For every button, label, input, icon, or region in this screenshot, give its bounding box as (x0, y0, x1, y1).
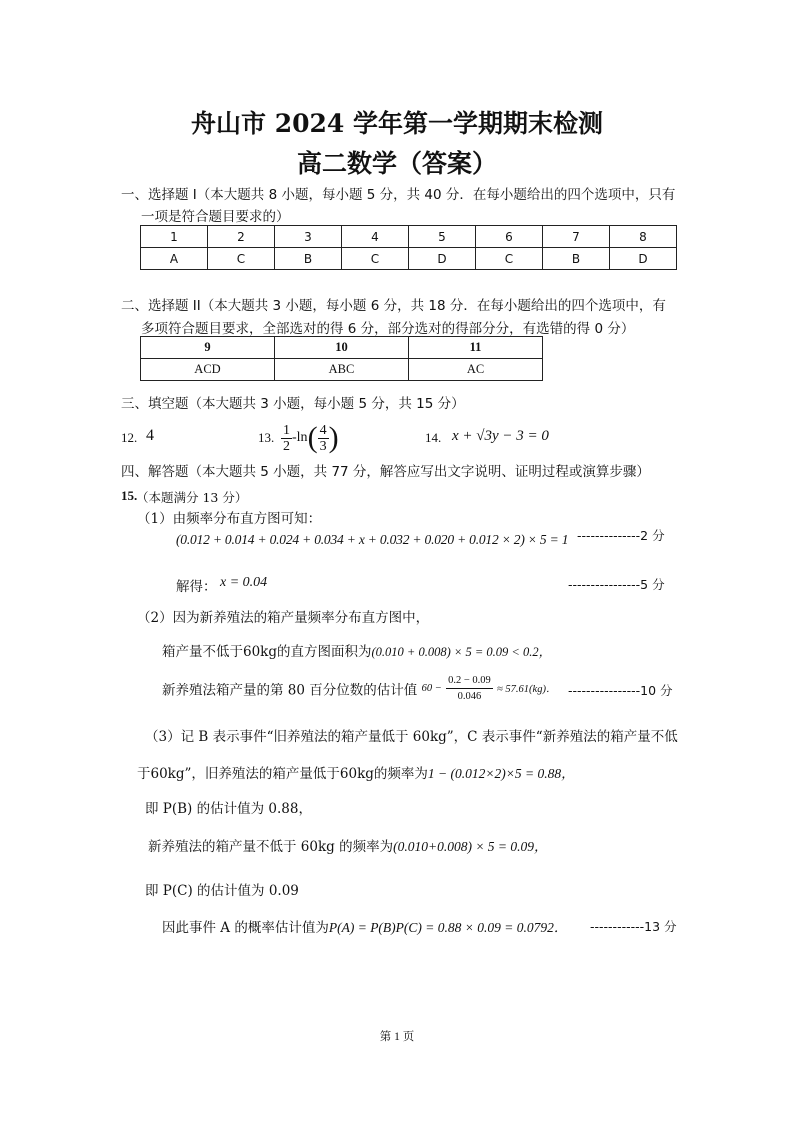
q13-answer: $\frac{1}{2}$ -ln( $\frac{4}{3}$ ) (283, 421, 339, 454)
document-subtitle: 高二数学（答案） (296, 149, 497, 178)
document-title: 舟山市 2024 学年第一学期期末检测 (191, 109, 603, 138)
section1-heading-line2: 一项是符合题目要求的） (141, 209, 290, 225)
percentile-fraction: $\frac{0.2 - 0.09}{0.046}$ (448, 675, 491, 702)
q13-fraction-inner: $\frac{4}{3}$ (319, 422, 327, 454)
answer-cell: D (409, 248, 476, 270)
question-number: 5 (409, 226, 476, 248)
table-row (141, 248, 677, 270)
score-13: ------------13 分 (590, 919, 677, 934)
answer-cell: C (208, 248, 275, 270)
part3-line4: 新养殖法的箱产量不低于 60kg 的频率为(0.010+0.008) × 5 = 0.09， (148, 839, 548, 855)
part1-intro: （1）由频率分布直方图可知： (137, 511, 322, 527)
table-row (141, 226, 677, 248)
section1-answer-table (140, 225, 677, 270)
table-row (141, 337, 543, 359)
page-number: 第 1 页 (379, 1031, 415, 1043)
q13-fraction-half: $\frac{1}{2}$ (283, 422, 290, 454)
question-number: 7 (543, 226, 610, 248)
question-number: 10 (275, 337, 409, 359)
score-10: ----------------10 分 (568, 683, 673, 698)
question-number: 3 (275, 226, 342, 248)
part3-line3: 即 P(B) 的估计值为 0.88， (145, 801, 312, 817)
section2-heading-line2: 多项符合题目要求，全部选对的得 6 分，部分选对的得部分分，有选错的得 0 分） (141, 321, 635, 337)
answer-cell: D (610, 248, 677, 270)
question-number: 6 (476, 226, 543, 248)
question-number: 9 (141, 337, 275, 359)
part3-line6: 因此事件 A 的概率估计值为P(A) = P(B)P(C) = 0.88 × 0.09 = 0.0792． (162, 920, 568, 936)
score-5: ----------------5 分 (568, 577, 665, 592)
section2-answer-table (140, 336, 543, 381)
part2-line1: 箱产量不低于60kg的直方图面积为(0.010 + 0.008) × 5 = 0.09 < 0.2， (162, 644, 552, 660)
q13-label: 13. (258, 430, 275, 445)
answer-cell: C (476, 248, 543, 270)
answer-cell: C (342, 248, 409, 270)
section1-heading-line1: 一、选择题 I（本大题共 8 小题，每小题 5 分，共 40 分．在每小题给出的四个选项中，只有 (121, 187, 676, 203)
section3-heading: 三、填空题（本大题共 3 小题，每小题 5 分，共 15 分） (121, 396, 465, 412)
part3-line1: （3）记 B 表示事件“旧养殖法的箱产量低于 60kg”，C 表示事件“新养殖法的箱产量不低 (145, 729, 678, 745)
q15-label: 15. (121, 488, 138, 503)
part2-line2: 新养殖法箱产量的第 80 百分位数的估计值 60 − $\frac{0.2 - 0.09}{0.046}$ ≈ 57.61(kg)． (162, 675, 557, 702)
q13-ln: -ln (292, 430, 308, 445)
answer-cell: ABC (275, 359, 409, 381)
part3-line5: 即 P(C) 的估计值为 0.09 (145, 883, 299, 899)
part1-equation: (0.012 + 0.014 + 0.024 + 0.034 + x + 0.032 + 0.020 + 0.012 × 2) × 5 = 1 (176, 532, 569, 547)
q14-label: 14. (425, 430, 442, 445)
question-number: 11 (409, 337, 543, 359)
part3-line2: 于60kg”，旧养殖法的箱产量低于60kg的频率为1 − (0.012×2)×5 = 0.88， (137, 766, 575, 782)
part1-solve: x = 0.04 (220, 575, 268, 590)
question-number: 2 (208, 226, 275, 248)
answer-cell: AC (409, 359, 543, 381)
part1-solve-label: 解得： (176, 579, 217, 595)
part2-intro: （2）因为新养殖法的箱产量频率分布直方图中， (137, 610, 430, 626)
q14-answer: x + √3y − 3 = 0 (452, 428, 549, 444)
answer-cell: ACD (141, 359, 275, 381)
question-number: 1 (141, 226, 208, 248)
answer-cell: B (543, 248, 610, 270)
q15-note: （本题满分 13 分） (136, 490, 248, 505)
answer-cell: B (275, 248, 342, 270)
question-number: 4 (342, 226, 409, 248)
section2-heading-line1: 二、选择题 II（本大题共 3 小题，每小题 6 分，共 18 分．在每小题给出的四个选项中，有 (121, 298, 666, 314)
answer-cell: A (141, 248, 208, 270)
score-2: --------------2 分 (577, 528, 665, 543)
question-number: 8 (610, 226, 677, 248)
q12-label: 12. (121, 430, 138, 445)
table-row (141, 359, 543, 381)
section4-heading: 四、解答题（本大题共 5 小题，共 77 分，解答应写出文字说明、证明过程或演算步骤） (121, 464, 650, 480)
q12-answer: 4 (146, 427, 154, 444)
